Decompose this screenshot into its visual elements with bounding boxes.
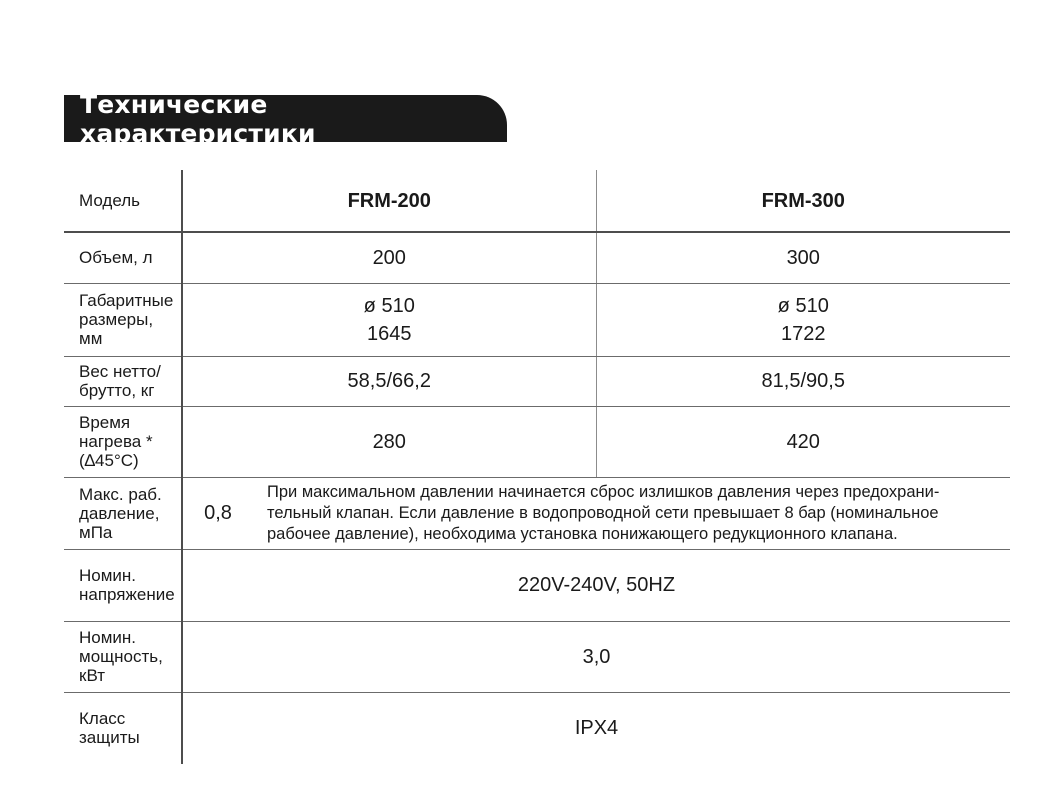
note-line: рабочее давление), необходима установка понижающего редукционного клапана. [267, 524, 898, 543]
label-line: размеры, [79, 310, 154, 329]
specs-table [64, 170, 1010, 764]
height-value: 1645 [367, 322, 412, 345]
table-row-pressure [64, 477, 1010, 549]
pressure-cell [182, 477, 1010, 549]
label-line: напряжение [79, 585, 175, 604]
power-value: 3,0 [182, 621, 1010, 692]
diameter-value: ø 510 [777, 294, 829, 317]
table-row-volume [64, 232, 1010, 283]
diameter-value: ø 510 [363, 294, 415, 317]
label-line: кВт [79, 666, 105, 685]
label-line: Номин. [79, 566, 137, 585]
model-label: Модель [64, 170, 182, 232]
table-row-dimensions [64, 283, 1010, 356]
label-line: Макс. раб. [79, 484, 162, 504]
label-line: мощность, [79, 647, 163, 666]
label-line: Габаритные [79, 291, 174, 310]
protection-value: IPX4 [574, 717, 619, 740]
table-row-heating-time [64, 406, 1010, 477]
table-header-row [64, 170, 1010, 232]
dimensions-frm-300 [596, 283, 1010, 356]
row-label-volume: Объем, л [64, 232, 182, 283]
label-line: Вес нетто/ [79, 362, 161, 381]
label-line: брутто, кг [79, 381, 155, 400]
heating-time-frm-300: 420 [596, 406, 1010, 477]
label-line: нагрева * [79, 432, 153, 451]
height-value: 1722 [781, 322, 826, 345]
label-line: давление, [79, 503, 160, 523]
label-line: Время [79, 413, 131, 432]
volume-value-frm-200: 200 [182, 232, 596, 283]
row-label-power [64, 621, 182, 692]
row-label-pressure [64, 477, 182, 549]
voltage-value: 220V-240V, 50HZ [182, 549, 1010, 621]
note-line: тельный клапан. Если давление в водопроводной сети превышает 8 бар (номинальное [267, 503, 939, 522]
volume-value-frm-300: 300 [596, 232, 1010, 283]
model-name-frm-300: FRM-300 [596, 170, 1010, 232]
label-line: мм [79, 329, 103, 348]
table-row-protection [64, 692, 1010, 764]
section-title-bar [64, 89, 507, 148]
row-label-protection [64, 692, 182, 764]
dimensions-frm-200 [182, 283, 596, 356]
heating-time-frm-200: 280 [182, 406, 596, 477]
row-label-voltage [64, 549, 182, 621]
pressure-note [253, 482, 1010, 545]
label-line: защиты [79, 728, 140, 748]
label-line: (∆45°C) [79, 451, 139, 470]
label-line: мПа [79, 522, 113, 542]
weight-value-frm-200: 58,5/66,2 [182, 356, 596, 406]
pressure-value: 0,8 [204, 501, 232, 524]
model-name-frm-200: FRM-200 [182, 170, 596, 232]
table-row-power [64, 621, 1010, 692]
label-line: Номин. [79, 628, 137, 647]
weight-value-frm-300: 81,5/90,5 [596, 356, 1010, 406]
pressure-content [183, 482, 1010, 545]
label-line: Класс [79, 709, 126, 729]
table-row-weight [64, 356, 1010, 406]
table-row-voltage [64, 549, 1010, 621]
note-line: При максимальном давлении начинается сброс излишков давления через предохрани- [267, 482, 940, 501]
row-label-weight [64, 356, 182, 406]
section-title: Технические характеристики [80, 89, 316, 148]
row-label-dimensions [64, 283, 182, 356]
row-label-heating-time [64, 406, 182, 477]
